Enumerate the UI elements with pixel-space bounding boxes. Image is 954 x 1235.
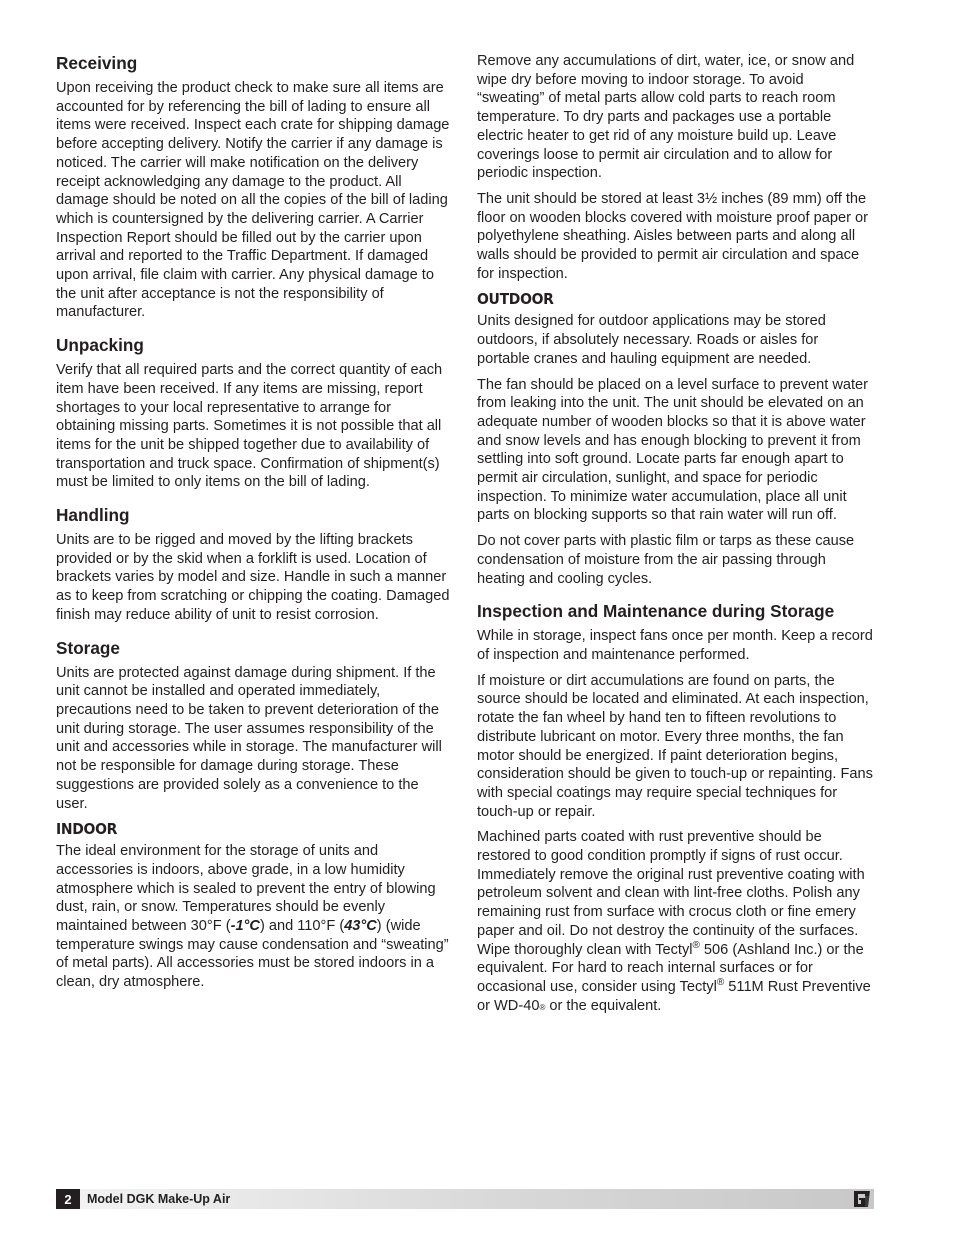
right-column	[477, 52, 873, 1024]
indoor-cont-paragraph-2: The unit should be stored at least 3½ inches (89 mm) off the floor on wooden blocks covered with moisture proof paper or polyethylene sheathing. Aisles between parts and along all walls should be provided to permit air circulation and space for inspection.	[477, 190, 868, 282]
temp-high: 43°C	[344, 918, 377, 935]
outdoor-paragraph-3: Do not cover parts with plastic film or tarps as these cause condensation of moisture from the air passing through heating and cooling cycles.	[477, 533, 855, 587]
indoor-heading: INDOOR	[56, 820, 118, 839]
registered-mark-3: ®	[539, 1002, 546, 1012]
handling-heading: Handling	[56, 505, 130, 526]
receiving-paragraph: Upon receiving the product check to make sure all items are accounted for by referencing the bill of lading to ensure all items were received. Inspect each crate for shipping damage before accepting delivery. Notify the carrier if any damage is noticed. The carrier will make notification on the delivery receipt acknowledging any damage to the product. All damage should be noted on all the copies of the bill of lading which is countersigned by the delivering carrier. A Carrier Inspection Report should be filled out by the carrier upon arrival and reported to the Traffic Department. If damaged upon arrival, file claim with carrier. Any physical damage to the unit after acceptance is not the responsibility of manufacturer.	[56, 80, 450, 321]
inspection-paragraph-2: If moisture or dirt accumulations are found on parts, the source should be located and eliminated. At each inspection, rotate the fan wheel by hand ten to fifteen revolutions to distribute lubricant on motor. Every three months, the fan motor should be energized. If paint deterioration begins, consideration should be given to touch-up or repainting. Fans with special coatings may require special techniques for touch-up or repair.	[477, 672, 873, 820]
unpacking-heading: Unpacking	[56, 335, 144, 356]
inspection-heading: Inspection and Maintenance during Storage	[477, 601, 835, 622]
storage-heading: Storage	[56, 637, 120, 658]
inspection-text-b: 506 (Ashland Inc.) or the equivalent. For hard to reach internal surfaces or for occasional use, consider using Tectyl	[477, 941, 864, 995]
indoor-text-c: ) (wide temperature swings may cause condensation and “sweating” of metal parts). All accessories must be stored indoors in a clean, dry atmosphere.	[56, 918, 449, 991]
inspection-text-c: 511M Rust Preventive or WD-40	[477, 978, 871, 1014]
registered-mark-1: ®	[692, 939, 700, 951]
inspection-paragraph-1: While in storage, inspect fans once per month. Keep a record of inspection and maintenance performed.	[477, 628, 873, 663]
indoor-text-a: The ideal environment for the storage of units and accessories is indoors, above grade, in a low humidity atmosphere which is sealed to prevent the entry of blowing dust, rain, or snow. Temperatures should be evenly maintained between 30°F (	[56, 843, 436, 935]
page-number: 2	[56, 1189, 80, 1209]
greenheck-g-logo-icon	[852, 1190, 871, 1208]
inspection-text-d: or the equivalent.	[545, 997, 662, 1014]
indoor-text-b: ) and 110°F (	[259, 918, 345, 935]
outdoor-heading: OUTDOOR	[477, 290, 554, 309]
unpacking-paragraph: Verify that all required parts and the correct quantity of each item have been received. If any items are missing, report shortages to your local representative to arrange for obtaining missing parts. Sometimes it is not possible that all items for the unit be shipped together due to availability of transportation and truck space. Confirmation of shipment(s) must be limited to only items on the bill of lading.	[56, 362, 443, 491]
indoor-cont-paragraph-1: Remove any accumulations of dirt, water, ice, or snow and wipe dry before moving to indoor storage. To avoid “sweating” of metal parts allow cold parts to reach room temperature. To dry parts and packages use a portable electric heater to get rid of any moisture build up. Leave coverings loose to permit air circulation and to allow for periodic inspection.	[477, 53, 855, 182]
storage-paragraph: Units are protected against damage during shipment. If the unit cannot be installed and operated immediately, precautions need to be taken to prevent deterioration of the unit during storage. The user assumes responsibility of the unit and accessories while in storage. The manufacturer will not be responsible for damage during storage. These suggestions are provided solely as a convenience to the user.	[56, 664, 442, 812]
left-column	[56, 52, 452, 999]
outdoor-paragraph-2: The fan should be placed on a level surface to prevent water from leaking into the unit. The unit should be elevated on an adequate number of wooden blocks so that it is above water and snow levels and has enough blocking to prevent it from settling into soft ground. Locate parts far enough apart to permit air circulation, sunlight, and space for periodic inspection. To minimize water accumulation, place all unit parts on blocking supports so that rain water will run off.	[477, 376, 869, 524]
inspection-paragraph-3	[477, 828, 873, 1017]
handling-paragraph: Units are to be rigged and moved by the lifting brackets provided or by the skid when a forklift is used. Location of brackets varies by model and size. Handle in such a manner as to keep from scratching or chipping the coating. Damaged finish may reduce ability of unit to resist corrosion.	[56, 532, 450, 623]
model-title: Model DGK Make-Up Air	[87, 1192, 231, 1206]
outdoor-paragraph-1: Units designed for outdoor applications may be stored outdoors, if absolutely necessary. Roads or aisles for portable cranes and hauling equipment are needed.	[477, 313, 826, 367]
indoor-paragraph	[56, 842, 452, 992]
registered-mark-2: ®	[716, 977, 725, 989]
temp-low: -1°C	[230, 918, 260, 935]
inspection-text-a: Machined parts coated with rust preventive should be restored to good condition promptly if signs of rust occur. Immediately remove the original rust preventive coating with petroleum solvent and clean with lint-free cloths. Polish any remaining rust from surface with crocus cloth or fine emery paper and oil. Do not destroy the continuity of the surfaces. Wipe thoroughly clean with Tectyl	[477, 829, 865, 958]
receiving-heading: Receiving	[56, 53, 138, 73]
